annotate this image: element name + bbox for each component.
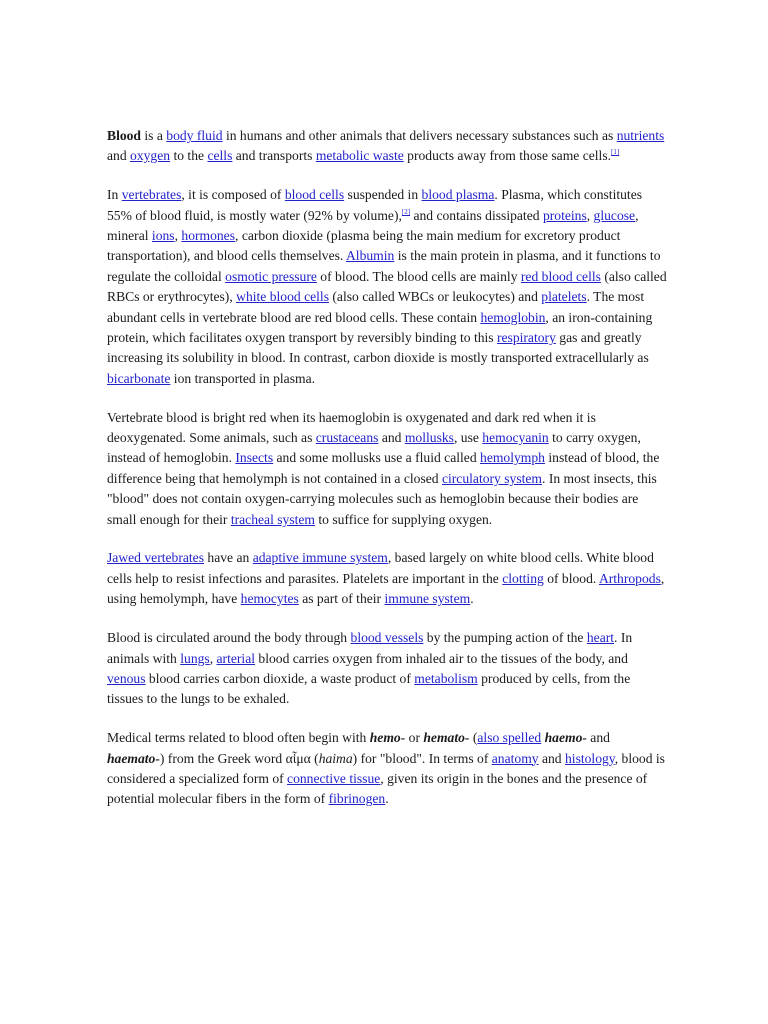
text: , — [209, 650, 217, 666]
link-mollusks[interactable]: mollusks — [404, 430, 454, 446]
text: to suffice for supplying oxygen. — [315, 511, 493, 527]
text: , — [586, 207, 594, 223]
term-hemato: hemato- — [423, 730, 470, 746]
text: Vertebrate blood is bright red when its haemoglobin is oxygenated and dark red when it is deoxygenated. Some animals, such as — [107, 409, 596, 446]
term-haemato: haemato- — [107, 750, 160, 766]
text: gas and greatly increasing its solubility in blood. In contrast, carbon dioxide is mostly transported extracellularly as — [107, 330, 649, 366]
link-fibrinogen[interactable]: fibrinogen — [328, 791, 386, 807]
link-hormones[interactable]: hormones — [181, 228, 236, 244]
text: is the main protein in plasma, and it functions to regulate the colloidal — [107, 248, 661, 284]
text: of blood. The blood cells are mainly — [316, 268, 521, 284]
term-haemo: haemo- — [544, 730, 587, 746]
text: produced by cells, from the tissues to the lungs to be exhaled. — [107, 670, 631, 707]
text: blood carries oxygen from inhaled air to the tissues of the body, and — [255, 650, 628, 666]
link-nutrients[interactable]: nutrients — [616, 128, 665, 143]
link-jawed-vertebrates[interactable]: Jawed vertebrates — [107, 550, 204, 566]
link-bicarbonate[interactable]: bicarbonate — [107, 370, 171, 386]
link-glucose[interactable]: glucose — [593, 207, 636, 223]
text: is a — [141, 128, 167, 143]
article-body — [107, 126, 667, 828]
text: , mineral — [107, 207, 639, 244]
link-body-fluid[interactable]: body fluid — [166, 128, 223, 143]
text: and transports — [232, 148, 316, 164]
paragraph-circulation — [107, 628, 667, 710]
link-tracheal-system[interactable]: tracheal system — [230, 511, 315, 527]
text: suspended in — [344, 187, 422, 203]
text: ion transported in plasma. — [170, 370, 315, 386]
link-insects[interactable]: Insects — [235, 450, 274, 466]
link-heart[interactable]: heart — [586, 630, 615, 646]
text: ) from the Greek word αἷμα ( — [159, 750, 319, 766]
text: as part of their — [298, 591, 385, 607]
text: , it is composed of — [181, 187, 285, 203]
term-haima: haima — [318, 750, 353, 766]
term-hemo: hemo- — [369, 730, 406, 746]
link-metabolic-waste[interactable]: metabolic waste — [315, 148, 404, 164]
text: to the — [170, 148, 208, 164]
text: of blood. — [543, 570, 599, 586]
link-ions[interactable]: ions — [151, 228, 175, 244]
link-respiratory[interactable]: respiratory — [496, 330, 556, 346]
text: ) for "blood". In terms of — [352, 750, 492, 766]
text: . In most insects, this "blood" does not contain oxygen-carrying molecules such as hemoglobin because their bodies are small enough for their — [107, 470, 657, 527]
link-platelets[interactable]: platelets — [541, 289, 587, 305]
link-hemocytes[interactable]: hemocytes — [240, 591, 299, 607]
text: (also called RBCs or erythrocytes), — [107, 268, 667, 305]
text: to carry oxygen, instead of hemoglobin. — [107, 430, 641, 466]
text: have an — [204, 550, 253, 566]
link-histology[interactable]: histology — [565, 750, 615, 766]
text: Blood is circulated around the body through — [107, 630, 351, 646]
link-circulatory-system[interactable]: circulatory system — [441, 470, 543, 486]
link-blood-cells[interactable]: blood cells — [284, 187, 345, 203]
link-osmotic-pressure[interactable]: osmotic pressure — [225, 268, 317, 284]
text: . Plasma, which constitutes 55% of blood fluid, is mostly water (92% by volume), — [107, 187, 643, 223]
link-vertebrates[interactable]: vertebrates — [121, 187, 182, 203]
link-clotting[interactable]: clotting — [502, 570, 544, 586]
text: and — [586, 730, 610, 746]
link-cells[interactable]: cells — [207, 148, 233, 164]
paragraph-composition — [107, 185, 667, 389]
link-blood-plasma[interactable]: blood plasma — [421, 187, 495, 203]
link-metabolism[interactable]: metabolism — [414, 670, 478, 686]
term-blood: Blood — [107, 128, 141, 143]
text: In — [107, 187, 122, 203]
text: , — [174, 228, 182, 244]
link-albumin[interactable]: Albumin — [345, 248, 395, 264]
text: blood carries carbon dioxide, a waste product of — [145, 670, 415, 686]
text: . — [470, 591, 474, 607]
link-also-spelled[interactable]: also spelled — [477, 730, 542, 746]
text: and some mollusks use a fluid called — [273, 450, 481, 466]
link-arterial[interactable]: arterial — [216, 650, 256, 666]
text: ( — [469, 730, 478, 746]
text: . In animals with — [107, 630, 633, 666]
reference-1[interactable]: [1] — [611, 148, 620, 157]
link-arthropods[interactable]: Arthropods — [598, 570, 661, 586]
link-hemocyanin[interactable]: hemocyanin — [482, 430, 549, 446]
link-proteins[interactable]: proteins — [542, 207, 587, 223]
paragraph-medical-terms — [107, 728, 667, 810]
link-hemolymph[interactable]: hemolymph — [480, 450, 545, 466]
paragraph-color — [107, 408, 667, 530]
link-crustaceans[interactable]: crustaceans — [315, 430, 379, 446]
text: and — [107, 148, 131, 164]
text: . The most abundant cells in vertebrate blood are red blood cells. These contain — [107, 289, 645, 325]
text: or — [405, 730, 424, 746]
link-connective-tissue[interactable]: connective tissue — [287, 770, 381, 786]
text: and contains dissipated — [410, 207, 543, 223]
link-venous[interactable]: venous — [107, 670, 146, 686]
text: , using hemolymph, have — [107, 570, 665, 607]
text: by the pumping action of the — [423, 630, 587, 646]
text: , carbon dioxide (plasma being the main medium for excretory product transportation), and blood cells themselves. — [107, 228, 621, 264]
text: in humans and other animals that delivers necessary substances such as — [222, 128, 617, 143]
text: , an iron-containing protein, which facilitates oxygen transport by reversibly binding to this — [107, 309, 653, 346]
link-red-blood-cells[interactable]: red blood cells — [520, 268, 601, 284]
link-immune-system[interactable]: immune system — [384, 591, 471, 607]
text: . — [385, 791, 389, 807]
reference-2[interactable]: [2] — [401, 207, 411, 216]
link-adaptive-immune-system[interactable]: adaptive immune system — [252, 550, 388, 566]
paragraph-intro — [107, 126, 667, 167]
link-anatomy[interactable]: anatomy — [491, 750, 539, 766]
text: and — [538, 750, 565, 766]
text: (also called WBCs or leukocytes) and — [329, 289, 542, 305]
text: , given its origin in the bones and the presence of potential molecular fibers in the form of — [107, 770, 648, 807]
link-hemoglobin[interactable]: hemoglobin — [480, 309, 546, 325]
text: Medical terms related to blood often begin with — [107, 730, 370, 746]
link-lungs[interactable]: lungs — [180, 650, 210, 666]
link-white-blood-cells[interactable]: white blood cells — [236, 289, 329, 305]
link-blood-vessels[interactable]: blood vessels — [350, 630, 424, 646]
text: instead of blood, the difference being that hemolymph is not contained in a closed — [107, 450, 660, 486]
text: , based largely on white blood cells. White blood cells help to resist infections and parasites. Platelets are important in the — [107, 550, 654, 586]
text: products away from those same cells. — [403, 148, 612, 164]
link-oxygen[interactable]: oxygen — [130, 148, 171, 164]
paragraph-immune — [107, 548, 667, 609]
text: , use — [453, 430, 483, 446]
text: and — [378, 430, 405, 446]
text: , blood is considered a specialized form of — [107, 750, 665, 786]
